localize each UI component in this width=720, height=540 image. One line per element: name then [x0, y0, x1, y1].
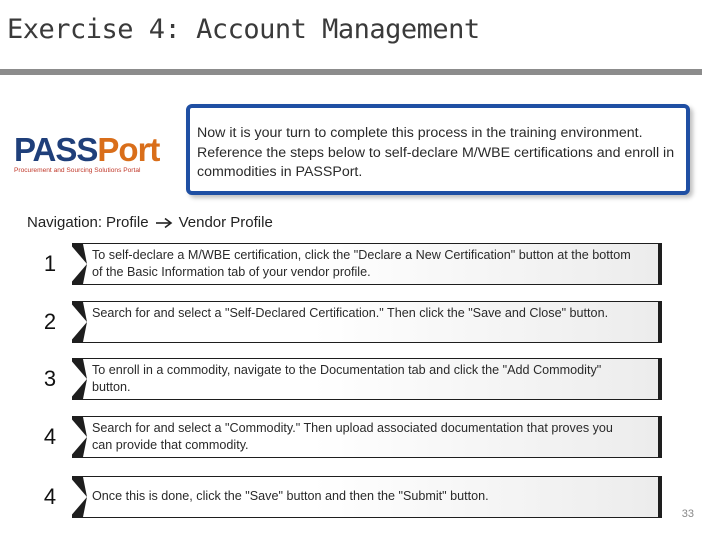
- step-row: [28, 476, 662, 518]
- navigation-from: Profile: [106, 214, 149, 231]
- instruction-callout: [186, 104, 690, 195]
- callout-text: Now it is your turn to complete this process in the training environment. Reference the steps below to self-declare M/WBE certifications and enroll in commodities in PASSPort.: [197, 125, 675, 181]
- step-row: [28, 243, 662, 285]
- step-text: Search for and select a "Commodity." Then upload associated documentation that proves you can provide that commodity.: [92, 421, 613, 452]
- passport-logo: [14, 133, 174, 174]
- navigation-label: Navigation:: [27, 214, 103, 231]
- slide-title: Exercise 4: Account Management: [7, 14, 480, 45]
- title-divider: [0, 69, 702, 75]
- step-row: [28, 358, 662, 400]
- step-text: To self-declare a M/WBE certification, click the "Declare a New Certification" button at the bottom of the Basic Information tab of your vendor profile.: [92, 248, 631, 279]
- step-number: 2: [28, 301, 72, 343]
- step-row: [28, 416, 662, 458]
- step-text: Once this is done, click the "Save" button and then the "Submit" button.: [92, 489, 489, 503]
- logo-tagline: Procurement and Sourcing Solutions Portal: [14, 167, 141, 174]
- logo-port-text: Port: [97, 131, 160, 168]
- navigation-path: [27, 214, 273, 231]
- step-number: 3: [28, 358, 72, 400]
- logo-pass-text: PASS: [14, 131, 98, 168]
- step-row: [28, 301, 662, 343]
- step-number: 4: [28, 476, 72, 518]
- navigation-to: Vendor Profile: [178, 214, 273, 231]
- step-number: 1: [28, 243, 72, 285]
- step-text: Search for and select a "Self-Declared Certification." Then click the "Save and Close" button.: [92, 306, 609, 320]
- right-arrow-icon: [155, 217, 173, 229]
- page-number: 33: [681, 508, 694, 520]
- step-number: 4: [28, 416, 72, 458]
- step-text: To enroll in a commodity, navigate to the Documentation tab and click the "Add Commodity" button.: [92, 363, 602, 394]
